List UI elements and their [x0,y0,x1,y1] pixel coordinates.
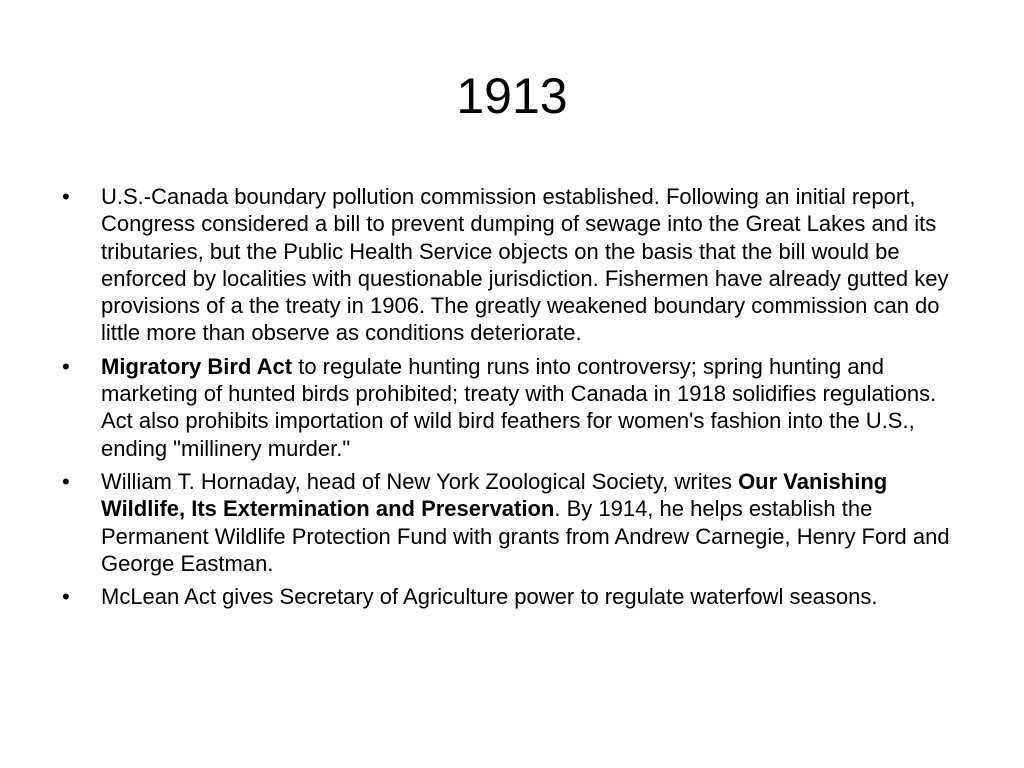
item-text-before: William T. Hornaday, head of New York Zoological Society, writes [101,468,739,494]
item-text: U.S.-Canada boundary pollution commission established. Following an initial report, Congress considered a bill to prevent dumping of sewage into the Great Lakes and its tributaries, but the Public Health Service objects on the basis that the bill would be enforced by localities with questionable jurisdiction. Fishermen have already gutted key provisions of a the treaty in 1906. The greatly weakened boundary commission can do little more than observe as conditions deteriorate. [101,184,949,346]
list-item-mclean-act [62,583,962,610]
list-item-boundary-commission [62,183,962,347]
item-text: McLean Act gives Secretary of Agriculture power to regulate waterfowl seasons. [101,584,878,610]
slide-title: 1913 [456,68,568,124]
bullet-icon: • [62,468,70,494]
item-bold-text: Migratory Bird Act [101,353,293,379]
list-item-hornaday [62,468,962,577]
bullet-icon: • [62,584,70,610]
item-text: to regulate hunting runs into controversy; spring hunting and marketing of hunted birds prohibited; treaty with Canada in 1918 solidifies regulations. Act also prohibits importation of wild bird feathers for women's fashion into the U.S., ending "millinery murder." [101,353,937,461]
item-text-after: . By 1914, he helps establish the Permanent Wildlife Protection Fund with grants from Andrew Carnegie, Henry Ford and George Eastman. [101,496,950,576]
bullet-icon: • [62,353,70,379]
bullet-icon: • [62,184,70,209]
item-book-title: Our Vanishing Wildlife, Its Extermination and Preservation [101,468,888,522]
list-item-migratory-bird-act [62,353,962,462]
bullet-list [62,183,962,616]
